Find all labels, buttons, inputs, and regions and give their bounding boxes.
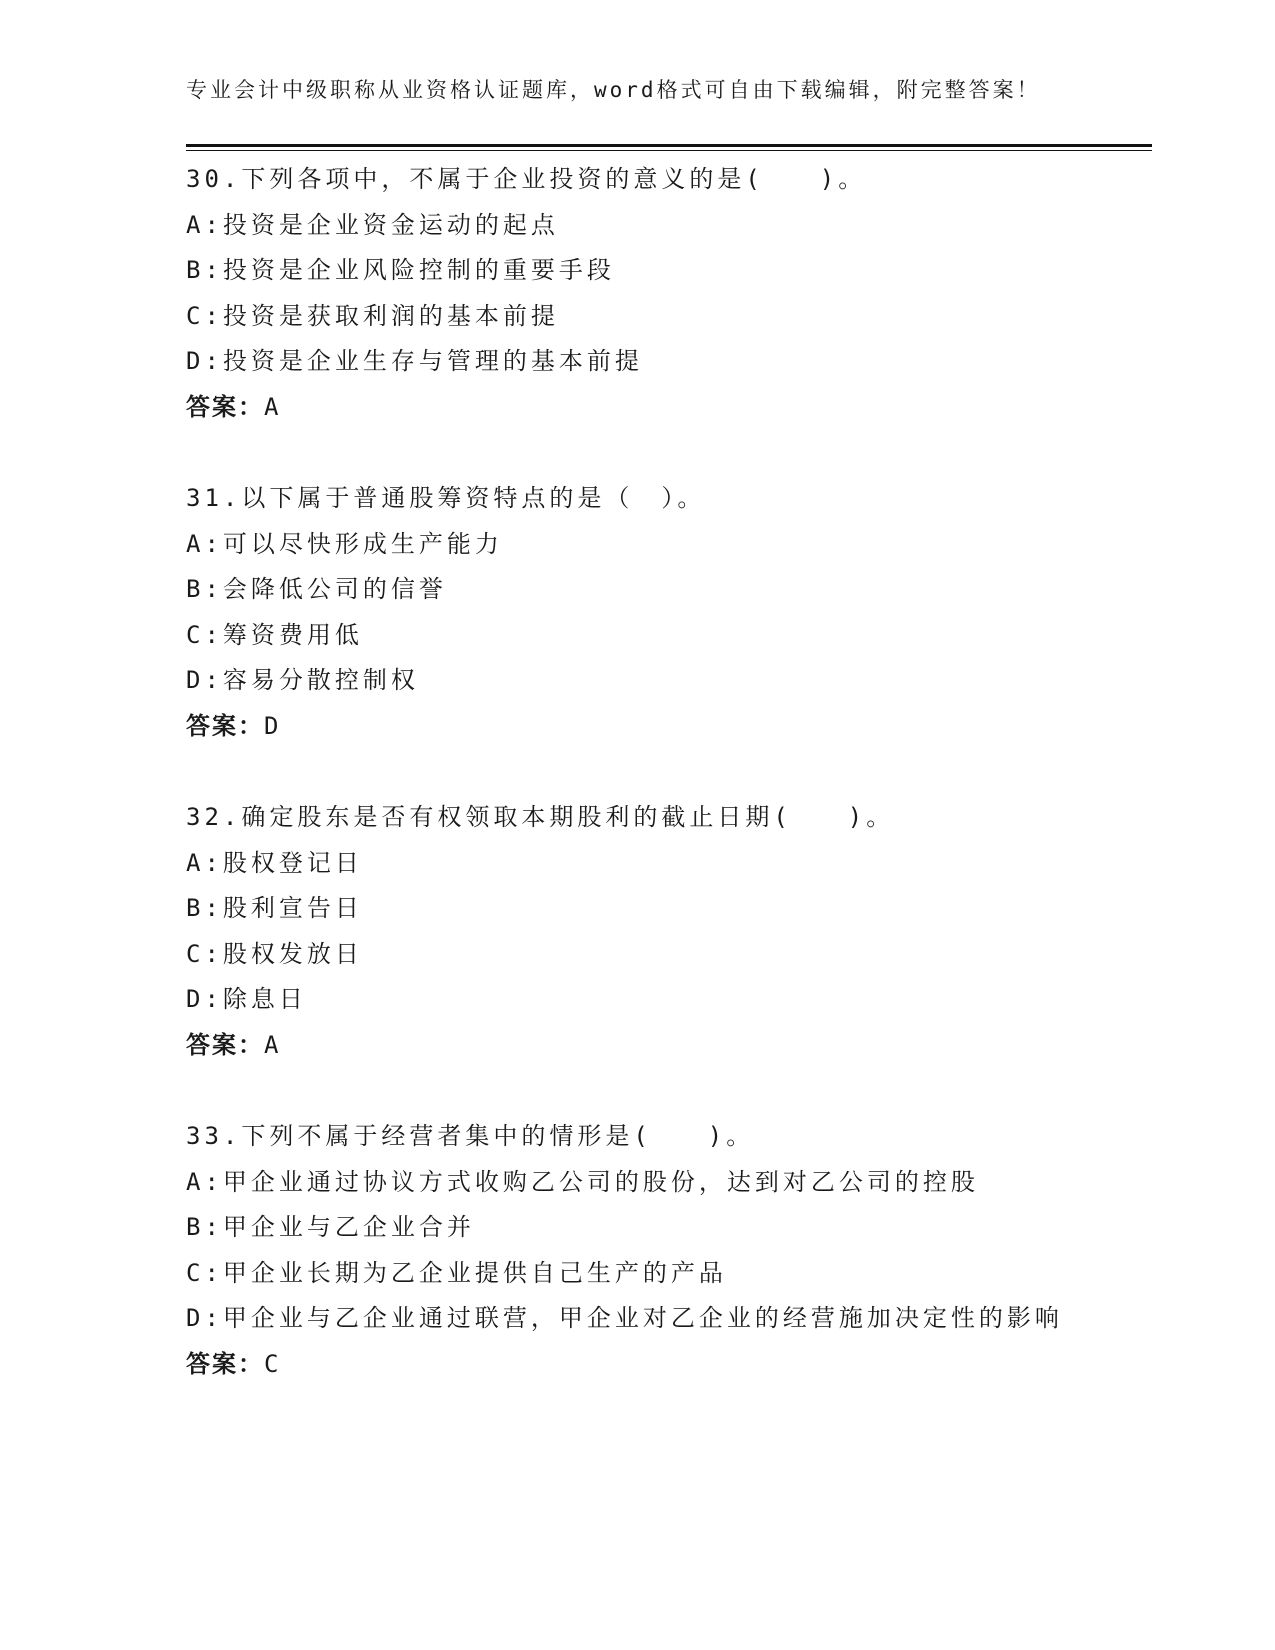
option-a: A:甲企业通过协议方式收购乙公司的股份，达到对乙公司的控股 [186, 1167, 979, 1196]
option-b: B:会降低公司的信誉 [186, 575, 447, 603]
question-30 [186, 157, 1086, 430]
option-c: C:甲企业长期为乙企业提供自己生产的产品 [186, 1258, 727, 1287]
answer-label: 答案： [186, 1030, 264, 1059]
page-header: 专业会计中级职称从业资格认证题库，word格式可自由下载编辑，附完整答案！ [186, 78, 1041, 102]
question-31 [186, 476, 1086, 749]
option-b: B:投资是企业风险控制的重要手段 [186, 256, 615, 284]
question-32 [186, 795, 1086, 1068]
option-b: B:股利宣告日 [186, 894, 363, 922]
option-c: C:股权发放日 [186, 939, 363, 968]
option-c: C:筹资费用低 [186, 620, 363, 649]
question-stem: 32.确定股东是否有权领取本期股利的截止日期( )。 [186, 803, 895, 831]
option-d: D:除息日 [186, 985, 307, 1013]
option-d: D:容易分散控制权 [186, 666, 419, 694]
answer-label: 答案： [186, 711, 264, 740]
option-d: D:甲企业与乙企业通过联营，甲企业对乙企业的经营施加决定性的影响 [186, 1304, 1063, 1332]
option-d: D:投资是企业生存与管理的基本前提 [186, 347, 643, 375]
option-a: A:投资是企业资金运动的起点 [186, 210, 559, 239]
question-33 [186, 1114, 1086, 1387]
answer-value: C [264, 1349, 283, 1378]
answer-value: D [264, 711, 283, 740]
question-stem: 30.下列各项中，不属于企业投资的意义的是( )。 [186, 165, 867, 193]
option-b: B:甲企业与乙企业合并 [186, 1213, 475, 1241]
answer-label: 答案： [186, 1349, 264, 1378]
answer-line [186, 704, 1086, 750]
answer-value: A [264, 1030, 283, 1059]
question-stem: 31.以下属于普通股筹资特点的是（ ）。 [186, 484, 706, 512]
answer-value: A [264, 392, 283, 421]
question-stem: 33.下列不属于经营者集中的情形是( )。 [186, 1122, 755, 1150]
question-list [186, 157, 1086, 1433]
option-a: A:股权登记日 [186, 848, 363, 877]
header-rule-thick [186, 144, 1152, 147]
answer-line [186, 1342, 1086, 1388]
answer-line [186, 385, 1086, 431]
answer-label: 答案： [186, 392, 264, 421]
header-rule-thin [186, 150, 1152, 151]
answer-line [186, 1023, 1086, 1069]
option-c: C:投资是获取利润的基本前提 [186, 301, 559, 330]
option-a: A:可以尽快形成生产能力 [186, 529, 503, 558]
